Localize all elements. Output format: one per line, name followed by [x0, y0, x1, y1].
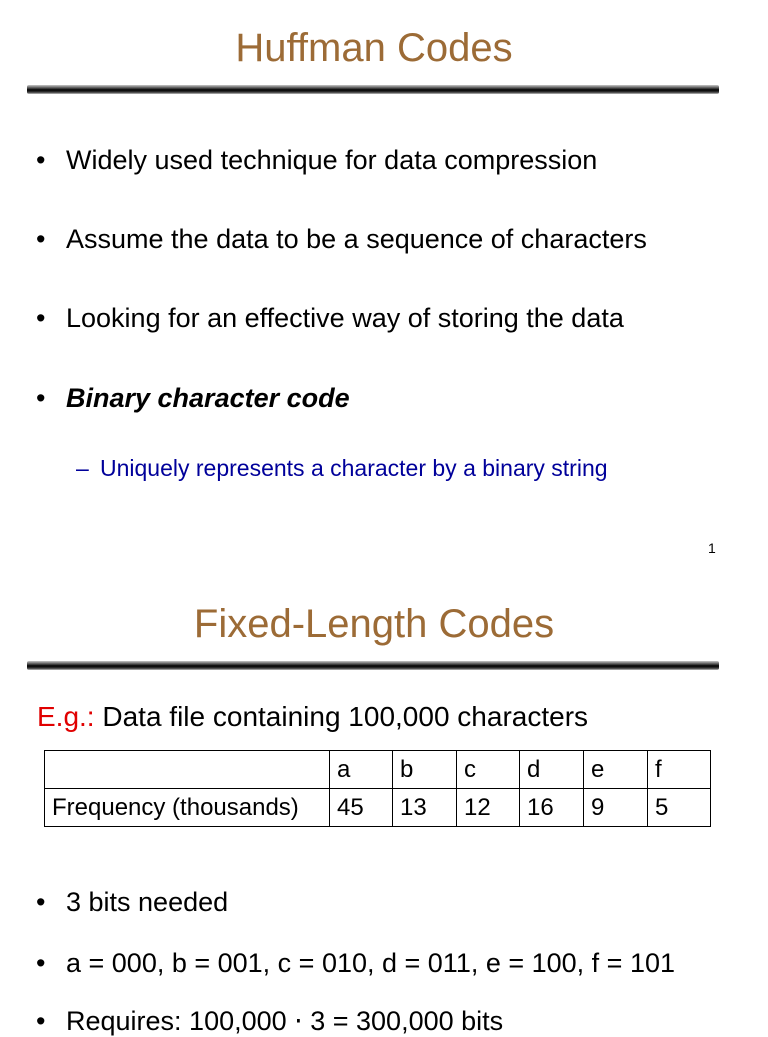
- slide-title: Huffman Codes: [235, 26, 513, 70]
- bullet-item: [36, 382, 350, 414]
- title-divider: [27, 85, 719, 94]
- table-cell: c: [457, 751, 520, 789]
- table-cell: a: [330, 751, 393, 789]
- bullet-icon: •: [36, 303, 46, 333]
- slide-fixed-length-codes: [0, 580, 768, 1036]
- bullet-item: [36, 144, 597, 176]
- table-cell: 16: [520, 789, 584, 827]
- dash-icon: –: [76, 455, 89, 481]
- title-divider: [27, 661, 719, 670]
- table-cell: e: [584, 751, 648, 789]
- bullet-icon: •: [36, 383, 46, 413]
- frequency-table: [44, 750, 711, 827]
- bullet-icon: •: [36, 145, 46, 175]
- sub-bullet-item: [76, 454, 608, 482]
- bullet-text: Looking for an effective way of storing the data: [66, 303, 624, 333]
- table-cell: b: [393, 751, 457, 789]
- table-cell: d: [520, 751, 584, 789]
- example-label: E.g.:: [37, 701, 95, 732]
- bullet-text: Widely used technique for data compression: [66, 145, 598, 175]
- bullet-text: Requires: 100,000 ⋅ 3 = 300,000 bits: [66, 1006, 504, 1036]
- bullet-text: a = 000, b = 001, c = 010, d = 011, e = 100, f = 101: [66, 948, 675, 978]
- table-cell: [45, 751, 330, 789]
- bullet-icon: •: [36, 887, 46, 917]
- bullet-item: [36, 886, 228, 918]
- table-row: [45, 789, 711, 827]
- bullet-item: [36, 302, 624, 334]
- example-line: [37, 700, 588, 734]
- example-text: Data file containing 100,000 characters: [102, 701, 589, 732]
- bullet-text: Binary character code: [66, 383, 350, 413]
- bullet-icon: •: [36, 948, 46, 978]
- bullet-item: [36, 1005, 503, 1037]
- bullet-icon: •: [36, 1006, 46, 1036]
- bullet-item: [36, 223, 647, 255]
- bullet-icon: •: [36, 224, 46, 254]
- table-cell: Frequency (thousands): [45, 789, 330, 827]
- table-cell: 9: [584, 789, 648, 827]
- table-cell: 12: [457, 789, 520, 827]
- table-cell: 13: [393, 789, 457, 827]
- bullet-text: 3 bits needed: [66, 887, 229, 917]
- bullet-text: Assume the data to be a sequence of characters: [66, 224, 647, 254]
- table-cell: f: [648, 751, 711, 789]
- page-number: 1: [708, 540, 716, 556]
- slide-title: Fixed-Length Codes: [193, 602, 555, 646]
- table-header-row: [45, 751, 711, 789]
- sub-bullet-text: Uniquely represents a character by a binary string: [100, 455, 608, 481]
- table-cell: 45: [330, 789, 393, 827]
- table-cell: 5: [648, 789, 711, 827]
- bullet-item: [36, 947, 675, 979]
